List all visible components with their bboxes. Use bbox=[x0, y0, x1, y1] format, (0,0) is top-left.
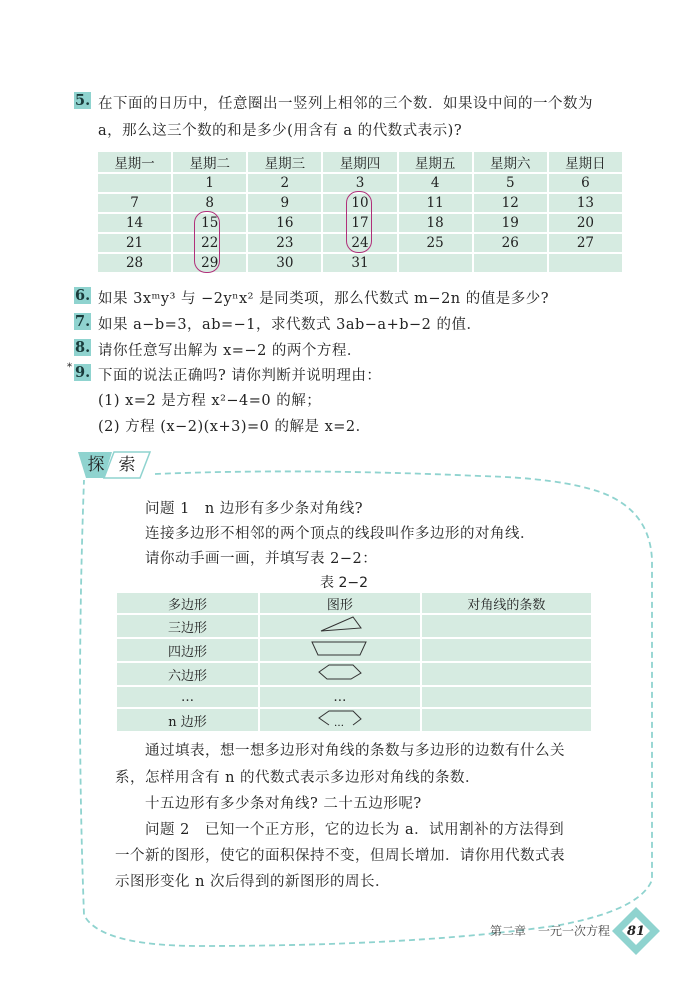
weekday-header: 星期六 bbox=[474, 152, 547, 172]
date-cell: 10 bbox=[323, 194, 396, 212]
date-cell: 26 bbox=[474, 234, 547, 252]
answer-cell[interactable] bbox=[422, 709, 591, 731]
date-cell: 18 bbox=[399, 214, 472, 232]
answer-cell[interactable] bbox=[422, 687, 591, 707]
explore-tag: 索 bbox=[118, 455, 136, 475]
weekday-header: 星期日 bbox=[549, 152, 622, 172]
date-cell: 24 bbox=[323, 234, 396, 252]
q8-text: 请你任意写出解为 x=−2 的两个方程． bbox=[98, 343, 362, 359]
date-cell: 11 bbox=[399, 194, 472, 212]
quadrilateral-figure bbox=[260, 639, 420, 661]
date-cell: 2 bbox=[248, 174, 321, 192]
weekday-header: 星期五 bbox=[399, 152, 472, 172]
question-number: 9. bbox=[75, 364, 91, 381]
date-cell: 19 bbox=[474, 214, 547, 232]
date-cell: 5 bbox=[474, 174, 547, 192]
page-number: 81 bbox=[626, 924, 646, 939]
weekday-header: 星期三 bbox=[248, 152, 321, 172]
date-cell: 30 bbox=[248, 254, 321, 272]
q9-sub1: (1) x=2 是方程 x²−4=0 的解； bbox=[98, 393, 322, 409]
problem1-title: 问题 1 n 边形有多少条对角线? bbox=[145, 501, 364, 517]
question-number: 7. bbox=[75, 313, 91, 330]
question-number: 6. bbox=[75, 287, 91, 304]
polygon-name: 六边形 bbox=[117, 663, 258, 685]
header-cell: 多边形 bbox=[117, 593, 258, 613]
answer-cell[interactable] bbox=[422, 663, 591, 685]
problem2-text: 示图形变化 n 次后得到的新图形的周长． bbox=[115, 874, 391, 890]
date-cell: 4 bbox=[399, 174, 472, 192]
question-number: 5. bbox=[75, 92, 91, 109]
date-cell: 3 bbox=[323, 174, 396, 192]
date-cell: 8 bbox=[173, 194, 246, 212]
q9-text: 下面的说法正确吗? 请你判断并说明理由： bbox=[98, 368, 382, 384]
answer-cell[interactable] bbox=[422, 615, 591, 637]
date-cell: 27 bbox=[549, 234, 622, 252]
table-row bbox=[117, 639, 591, 661]
q6-text: 如果 3xᵐy³ 与 −2yⁿx² 是同类项，那么代数式 m−2n 的值是多少? bbox=[98, 291, 550, 307]
date-cell: 28 bbox=[98, 254, 171, 272]
date-cell: 12 bbox=[474, 194, 547, 212]
q5-text-line1: 在下面的日历中，任意圈出一竖列上相邻的三个数．如果设中间的一个数为 bbox=[98, 96, 593, 112]
ellipsis-figure: … bbox=[260, 687, 420, 707]
q9-sub2: (2) 方程 (x−2)(x+3)=0 的解是 x=2． bbox=[98, 419, 371, 435]
explore-text: 十五边形有多少条对角线? 二十五边形呢? bbox=[145, 796, 422, 812]
header-cell: 对角线的条数 bbox=[422, 593, 591, 613]
table-caption: 表 2−2 bbox=[320, 575, 368, 591]
table-row bbox=[117, 663, 591, 685]
date-cell: 20 bbox=[549, 214, 622, 232]
date-cell: 6 bbox=[549, 174, 622, 192]
date-cell: 9 bbox=[248, 194, 321, 212]
q7-text: 如果 a−b=3，ab=−1，求代数式 3ab−a+b−2 的值． bbox=[98, 317, 482, 333]
weekday-header: 星期四 bbox=[323, 152, 396, 172]
explore-text: 系，怎样用含有 n 的代数式表示多边形对角线的条数． bbox=[115, 770, 481, 786]
problem2-text: 一个新的图形，使它的面积保持不变，但周长增加．请你用代数式表 bbox=[115, 848, 565, 864]
q5-text-line2: a，那么这三个数的和是多少(用含有 a 的代数式表示)? bbox=[98, 123, 463, 139]
explore-text: 连接多边形不相邻的两个顶点的线段叫作多边形的对角线． bbox=[145, 526, 535, 542]
date-cell: 25 bbox=[399, 234, 472, 252]
date-cell: 1 bbox=[173, 174, 246, 192]
date-cell: 22 bbox=[173, 234, 246, 252]
date-cell: 29 bbox=[173, 254, 246, 272]
date-cell: 31 bbox=[323, 254, 396, 272]
table-row bbox=[117, 615, 591, 637]
weekday-header: 星期二 bbox=[173, 152, 246, 172]
date-cell: 17 bbox=[323, 214, 396, 232]
polygon-table bbox=[115, 591, 593, 733]
date-cell: 21 bbox=[98, 234, 171, 252]
weekday-header: 星期一 bbox=[98, 152, 171, 172]
answer-cell[interactable] bbox=[422, 639, 591, 661]
svg-text:…: … bbox=[333, 718, 344, 727]
date-cell: 7 bbox=[98, 194, 171, 212]
polygon-name: 三边形 bbox=[117, 615, 258, 637]
polygon-name: … bbox=[117, 687, 258, 707]
table-header-row bbox=[117, 593, 591, 613]
triangle-figure bbox=[260, 615, 420, 637]
date-cell: 13 bbox=[549, 194, 622, 212]
problem2-text: 问题 2 已知一个正方形，它的边长为 a．试用割补的方法得到 bbox=[145, 822, 565, 838]
polygon-name: n 边形 bbox=[117, 709, 258, 731]
optional-star: * bbox=[67, 362, 72, 373]
polygon-name: 四边形 bbox=[117, 639, 258, 661]
hexagon-figure bbox=[260, 663, 420, 685]
date-cell: 16 bbox=[248, 214, 321, 232]
date-cell: 23 bbox=[248, 234, 321, 252]
header-cell: 图形 bbox=[260, 593, 420, 613]
table-row bbox=[117, 687, 591, 707]
table-row bbox=[117, 709, 591, 731]
n-gon-figure bbox=[260, 709, 420, 731]
explore-tag: 探 bbox=[87, 455, 105, 475]
explore-text: 请你动手画一画，并填写表 2−2： bbox=[145, 551, 378, 567]
date-cell: 14 bbox=[98, 214, 171, 232]
chapter-title: 第二章 一元一次方程 bbox=[490, 924, 611, 938]
question-number: 8. bbox=[75, 339, 91, 356]
explore-text: 通过填表，想一想多边形对角线的条数与多边形的边数有什么关 bbox=[145, 743, 565, 759]
date-cell: 15 bbox=[173, 214, 246, 232]
